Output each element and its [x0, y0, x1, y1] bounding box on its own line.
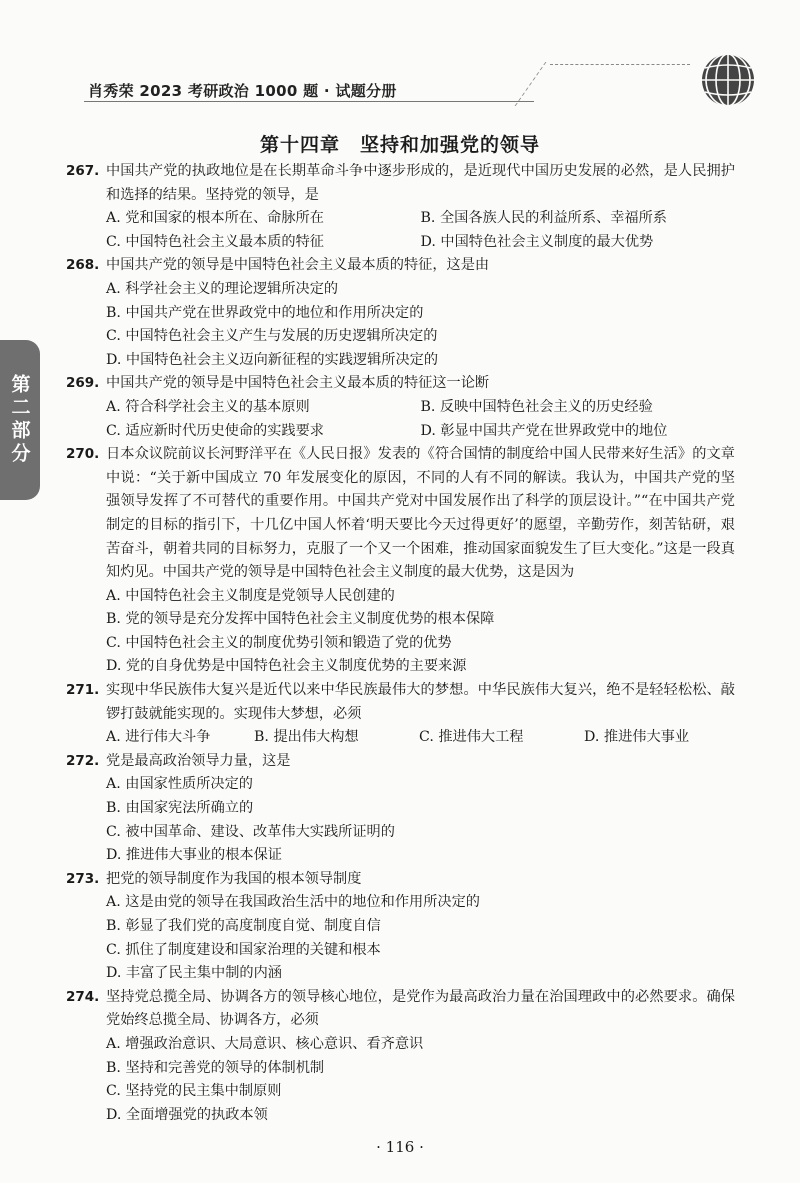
option-c: C. 推进伟大工程 — [419, 729, 524, 746]
option-d: D. 推进伟大事业的根本保证 — [106, 847, 282, 864]
option-c: C. 适应新时代历史使命的实践要求 — [106, 422, 324, 439]
globe-icon — [700, 52, 756, 108]
question-number: 272. — [66, 752, 100, 769]
option-a: A. 符合科学社会主义的基本原则 — [106, 398, 310, 415]
question-number: 271. — [66, 682, 100, 699]
question-number: 267. — [66, 163, 100, 179]
option-b: B. 党的领导是充分发挥中国特色社会主义制度优势的根本保障 — [106, 611, 495, 628]
question-stem: 中国共产党的领导是中国特色社会主义最本质的特征，这是由 — [106, 257, 490, 274]
option-a: A. 党和国家的根本所在、命脉所在 — [106, 210, 324, 227]
question-269 — [66, 372, 735, 443]
option-c: C. 坚持党的民主集中制原则 — [106, 1083, 282, 1100]
option-b: B. 由国家宪法所确立的 — [106, 800, 254, 817]
question-number: 270. — [66, 446, 100, 463]
header-title: 肖秀荣 2023 考研政治 1000 题 · 试题分册 — [88, 82, 397, 100]
question-stem: 坚持党总揽全局、协调各方的领导核心地位，是党作为最高政治力量在治国理政中的必然要求。确保党始终总揽全局、协调各方，必须 — [106, 988, 735, 1029]
option-c: C. 被中国革命、建设、改革伟大实践所证明的 — [106, 823, 395, 840]
question-number: 273. — [66, 870, 100, 887]
option-a: A. 中国特色社会主义制度是党领导人民创建的 — [106, 587, 395, 604]
question-stem: 把党的领导制度作为我国的根本领导制度 — [106, 870, 362, 887]
page-header — [0, 0, 800, 110]
option-b: B. 反映中国特色社会主义的历史经验 — [420, 398, 653, 415]
option-a: A. 增强政治意识、大局意识、核心意识、看齐意识 — [106, 1035, 424, 1052]
option-d: D. 推进伟大事业 — [584, 729, 690, 746]
question-274 — [66, 986, 735, 1128]
question-268 — [66, 254, 735, 372]
question-stem: 中国共产党的领导是中国特色社会主义最本质的特征这一论断 — [106, 375, 490, 392]
option-d: D. 中国特色社会主义迈向新征程的实践逻辑所决定的 — [106, 351, 439, 368]
question-stem: 党是最高政治领导力量，这是 — [106, 752, 291, 769]
question-272 — [66, 750, 735, 868]
option-d: D. 彰显中国共产党在世界政党中的地位 — [420, 422, 668, 439]
option-c: C. 中国特色社会主义最本质的特征 — [106, 233, 324, 250]
option-b: B. 全国各族人民的利益所系、幸福所系 — [420, 210, 667, 227]
option-b: B. 彰显了我们党的高度制度自觉、制度自信 — [106, 918, 381, 934]
option-a: A. 科学社会主义的理论逻辑所决定的 — [106, 280, 339, 297]
question-271 — [66, 679, 735, 750]
chapter-title: 第十四章 坚持和加强党的领导 — [259, 134, 540, 156]
header-slant-line — [515, 62, 549, 106]
question-number: 269. — [66, 375, 100, 392]
question-stem: 中国共产党的执政地位是在长期革命斗争中逐步形成的，是近现代中国历史发展的必然，是人民拥护和选择的结果。坚持党的领导，是 — [106, 163, 735, 203]
side-tab-label: 第二部分 — [8, 374, 31, 466]
header-rule — [84, 101, 534, 102]
question-stem: 实现中华民族伟大复兴是近代以来中华民族最伟大的梦想。中华民族伟大复兴，绝不是轻轻松松、敲锣打鼓就能实现的。实现伟大梦想，必须 — [106, 682, 735, 722]
option-c: C. 中国特色社会主义的制度优势引领和锻造了党的优势 — [106, 634, 452, 651]
option-c: C. 抓住了制度建设和国家治理的关键和根本 — [106, 941, 381, 958]
option-a: A. 进行伟大斗争 — [106, 729, 211, 746]
question-273 — [66, 868, 735, 986]
option-d: D. 全面增强党的执政本领 — [106, 1106, 268, 1123]
header-dashed-line — [550, 64, 690, 66]
option-d: D. 党的自身优势是中国特色社会主义制度优势的主要来源 — [106, 658, 467, 675]
question-270 — [66, 443, 735, 679]
option-b: B. 提出伟大构想 — [254, 729, 359, 746]
option-d: D. 中国特色社会主义制度的最大优势 — [420, 233, 654, 250]
question-number: 274. — [66, 988, 100, 1005]
section-side-tab — [0, 340, 40, 500]
option-a: A. 这是由党的领导在我国政治生活中的地位和作用所决定的 — [106, 894, 480, 911]
question-number: 268. — [66, 257, 100, 274]
option-b: B. 坚持和完善党的领导的体制机制 — [106, 1059, 325, 1076]
question-267 — [66, 160, 735, 254]
option-a: A. 由国家性质所决定的 — [106, 776, 253, 793]
option-b: B. 中国共产党在世界政党中的地位和作用所决定的 — [106, 304, 424, 321]
option-d: D. 丰富了民主集中制的内涵 — [106, 965, 282, 982]
question-list — [66, 160, 735, 1127]
page-number: · 116 · — [376, 1138, 424, 1156]
option-c: C. 中国特色社会主义产生与发展的历史逻辑所决定的 — [106, 328, 438, 345]
question-stem: 日本众议院前议长河野洋平在《人民日报》发表的《符合国情的制度给中国人民带来好生活》的文章中说：“关于新中国成立 70 年发展变化的原因，不同的人有不同的解读。我认为，中国共产党的坚强领导发挥了不可替代的重要作用。中国共产党对中国发展作出了科学的顶层设计。”“在中国共产党制定的目标的指引下，十几亿中国人怀着‘明天要比今天过得更好’的愿望，辛勤劳作，刻苦钻研，艰苦奋斗，朝着共同的目标努力，克服了一个又一个困难，推动国家面貌发生了巨大变化。”这是一段真知灼见。中国共产党的领导是中国特色社会主义制度的最大优势，这是因为 — [106, 446, 735, 581]
